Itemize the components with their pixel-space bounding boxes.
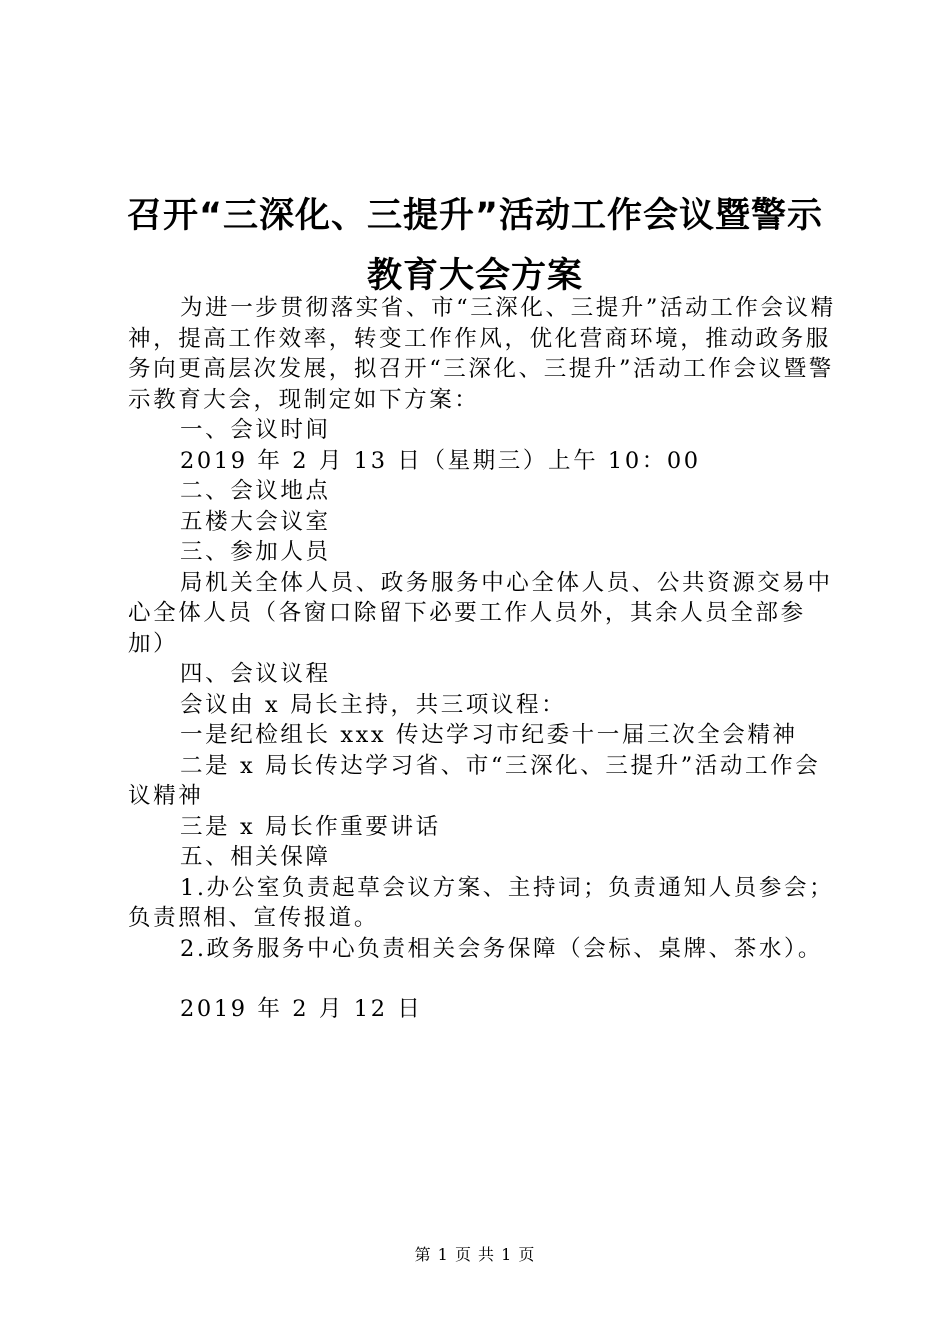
agenda-item-3: 三是 x 局长作重要讲话 [180, 813, 441, 840]
agenda-intro: 会议由 x 局长主持，共三项议程： [180, 691, 567, 718]
document-body [128, 293, 838, 1025]
agenda-item-1: 一是纪检组长 xxx 传达学习市纪委十一届三次全会精神 [180, 722, 798, 748]
meeting-time: 2019 年 2 月 13 日（星期三）上午 10：00 [180, 447, 701, 474]
attendees-paragraph: 局机关全体人员、政务服务中心全体人员、公共资源交易中心全体人员（各窗口除留下必要工作人员外，其余人员全部参加） [128, 569, 833, 657]
document-title-line-2: 教育大会方案 [366, 256, 583, 296]
intro-paragraph: 为进一步贯彻落实省、市“三深化、三提升”活动工作会议精神，提高工作效率，转变工作作风，优化营商环境，推动政务服务向更高层次发展，拟召开“三深化、三提升”活动工作会议暨警示教育大会，现制定如下方案： [128, 295, 836, 413]
agenda-item-2: 二是 x 局长传达学习省、市“三深化、三提升”活动工作会议精神 [128, 752, 821, 809]
section-heading-time: 一、会议时间 [180, 417, 331, 443]
page-number-footer: 第 1 页 共 1 页 [414, 1245, 536, 1264]
meeting-location: 五楼大会议室 [180, 508, 331, 535]
spacer [128, 964, 838, 994]
support-item-2: 2.政务服务中心负责相关会务保障（会标、桌牌、茶水）。 [180, 935, 823, 962]
document-title-line-1: 召开“三深化、三提升”活动工作会议暨警示 [126, 196, 823, 236]
support-item-1: 1.办公室负责起草会议方案、主持词；负责通知人员参会；负责照相、宣传报道。 [128, 874, 835, 931]
section-heading-attendees: 三、参加人员 [180, 539, 331, 565]
section-heading-support: 五、相关保障 [180, 844, 331, 870]
section-heading-agenda: 四、会议议程 [180, 661, 331, 687]
document-date: 2019 年 2 月 12 日 [180, 996, 423, 1022]
section-heading-location: 二、会议地点 [180, 478, 331, 504]
